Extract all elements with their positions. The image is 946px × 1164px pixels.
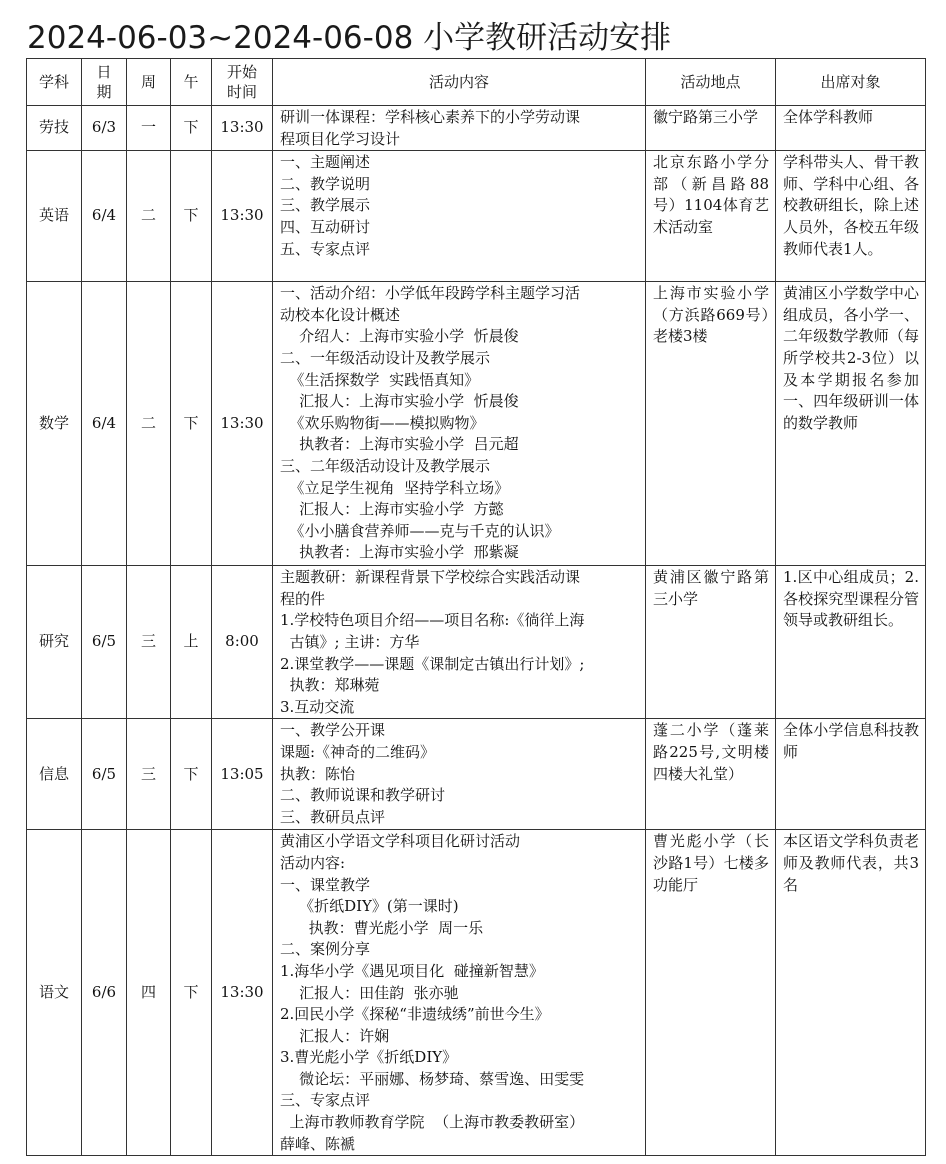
table-row [27,719,926,830]
date-cell: 6/5 [82,566,127,719]
week-cell: 三 [127,566,171,719]
header-date: 日期 [82,59,127,106]
content-line: 2.课堂教学——课题《课制定古镇出行计划》; [280,654,585,673]
header-noon: 午 [171,59,212,106]
content-line: 活动内容: [280,853,346,872]
content-line: 《生活探数学 实践悟真知》 [280,370,480,389]
content-line: 二、案例分享 [280,940,371,959]
content-line: 执教者：上海市实验小学 吕元超 [280,435,519,454]
week-cell: 二 [127,151,171,282]
content-line: 1.海华小学《遇见项目化 碰撞新智慧》 [280,961,544,980]
week-cell: 三 [127,719,171,830]
content-cell [273,282,646,566]
content-cell [273,566,646,719]
content-line: 二、教师说课和教学研讨 [280,786,446,805]
location-cell: 曹光彪小学（长沙路1号）七楼多功能厅 [646,830,776,1156]
content-line: 一、主题阐述 [280,153,371,172]
header-attendees: 出席对象 [776,59,926,106]
content-line: 2.回民小学《探秘“非遗绒绣”前世今生》 [280,1005,550,1024]
week-cell: 一 [127,106,171,151]
content-line: 三、专家点评 [280,1091,371,1110]
content-line: 汇报人：田佳韵 张亦驰 [280,983,459,1002]
content-line: 介绍人：上海市实验小学 忻晨俊 [280,327,519,346]
content-line: 五、专家点评 [280,239,371,258]
location-cell: 上海市实验小学（方浜路669号）老楼3楼 [646,282,776,566]
content-line: 二、教学说明 [280,174,371,193]
content-line: 三、二年级活动设计及教学展示 [280,456,491,475]
table-row [27,566,926,719]
noon-cell: 下 [171,282,212,566]
header-row [27,59,926,106]
content-line: 黄浦区小学语文学科项目化研讨活动 [280,832,521,851]
date-cell: 6/4 [82,151,127,282]
header-week: 周 [127,59,171,106]
location-cell: 徽宁路第三小学 [646,106,776,151]
content-line: 汇报人：上海市实验小学 忻晨俊 [280,392,519,411]
date-cell: 6/5 [82,719,127,830]
header-subject: 学科 [27,59,82,106]
content-line: 四、互动研讨 [280,217,371,236]
location-cell: 黄浦区徽宁路第三小学 [646,566,776,719]
schedule-table [26,58,926,1156]
time-cell: 13:30 [212,106,273,151]
table-row [27,830,926,1156]
table-row [27,282,926,566]
time-cell: 13:30 [212,282,273,566]
content-cell [273,106,646,151]
content-line: 《折纸DIY》(第一课时) [280,897,459,916]
content-line: 执教：陈怡 [280,764,356,783]
content-line: 三、教研员点评 [280,807,386,826]
subject-cell: 信息 [27,719,82,830]
content-line: 一、活动介绍：小学低年段跨学科主题学习活 [280,284,581,303]
content-line: 古镇》; 主讲：方华 [280,632,420,651]
time-cell: 13:05 [212,719,273,830]
table-row [27,151,926,282]
content-line: 执教：郑琳菀 [280,676,380,695]
noon-cell: 下 [171,106,212,151]
attendees-cell: 全体小学信息科技教师 [776,719,926,830]
content-line: 研训一体课程：学科核心素养下的小学劳动课 [280,108,581,126]
page-title: 2024-06-03~2024-06-08 小学教研活动安排 [27,20,672,56]
content-line: 一、课堂教学 [280,875,371,894]
content-cell [273,830,646,1156]
content-line: 课题:《神奇的二维码》 [280,742,436,761]
content-line: 执教者：上海市实验小学 邢紫凝 [280,543,519,562]
week-cell: 四 [127,830,171,1156]
noon-cell: 上 [171,566,212,719]
time-cell: 8:00 [212,566,273,719]
content-line: 执教：曹光彪小学 周一乐 [280,918,484,937]
content-line: 3.互动交流 [280,697,355,716]
content-line: 汇报人：上海市实验小学 方懿 [280,500,504,519]
content-line: 汇报人：许娴 [280,1026,390,1045]
date-cell: 6/4 [82,282,127,566]
content-line: 一、教学公开课 [280,721,386,740]
content-line: 3.曹光彪小学《折纸DIY》 [280,1048,458,1067]
date-cell: 6/6 [82,830,127,1156]
content-cell [273,151,646,282]
content-line: 1.学校特色项目介绍——项目名称:《徜徉上海 [280,611,585,630]
content-line: 二、一年级活动设计及教学展示 [280,348,491,367]
header-content: 活动内容 [273,59,646,106]
attendees-cell: 全体学科教师 [776,106,926,151]
subject-cell: 数学 [27,282,82,566]
content-line: 《欢乐购物街——模拟购物》 [280,413,485,432]
week-cell: 二 [127,282,171,566]
content-line: 薛峰、陈褫 [280,1134,356,1153]
noon-cell: 下 [171,151,212,282]
content-line: 三、教学展示 [280,196,371,215]
subject-cell: 语文 [27,830,82,1156]
subject-cell: 英语 [27,151,82,282]
header-start-time: 开始时间 [212,59,273,106]
attendees-cell: 学科带头人、骨干教师、学科中心组、各校教研组长，除上述人员外，各校五年级教师代表1人。 [776,151,926,282]
subject-cell: 劳技 [27,106,82,151]
subject-cell: 研究 [27,566,82,719]
location-cell: 北京东路小学分部（新昌路88号）1104体育艺术活动室 [646,151,776,282]
attendees-cell: 黄浦区小学数学中心组成员，各小学一、二年级数学教师（每所学校共2-3位）以及本学期报名参加一、四年级研训一体的数学教师 [776,282,926,566]
time-cell: 13:30 [212,830,273,1156]
content-line: 程项目化学习设计 [280,129,401,148]
content-line: 程的件 [280,589,326,608]
content-cell [273,719,646,830]
table-row [27,106,926,151]
attendees-cell: 本区语文学科负责老师及教师代表，共3名 [776,830,926,1156]
header-location: 活动地点 [646,59,776,106]
content-line: 《小小膳食营养师——克与千克的认识》 [280,521,560,540]
content-line: 上海市教师教育学院 （上海市教委教研室） [280,1113,585,1132]
noon-cell: 下 [171,719,212,830]
noon-cell: 下 [171,830,212,1156]
content-line: 《立足学生视角 坚持学科立场》 [280,478,510,497]
time-cell: 13:30 [212,151,273,282]
date-cell: 6/3 [82,106,127,151]
content-line: 微论坛：平丽娜、杨梦琦、蔡雪逸、田雯雯 [280,1069,585,1088]
location-cell: 蓬二小学（蓬莱路225号,文明楼四楼大礼堂） [646,719,776,830]
attendees-cell: 1.区中心组成员；2.各校探究型课程分管领导或教研组长。 [776,566,926,719]
content-line: 主题教研：新课程背景下学校综合实践活动课 [280,568,581,587]
content-line: 动校本化设计概述 [280,305,401,324]
